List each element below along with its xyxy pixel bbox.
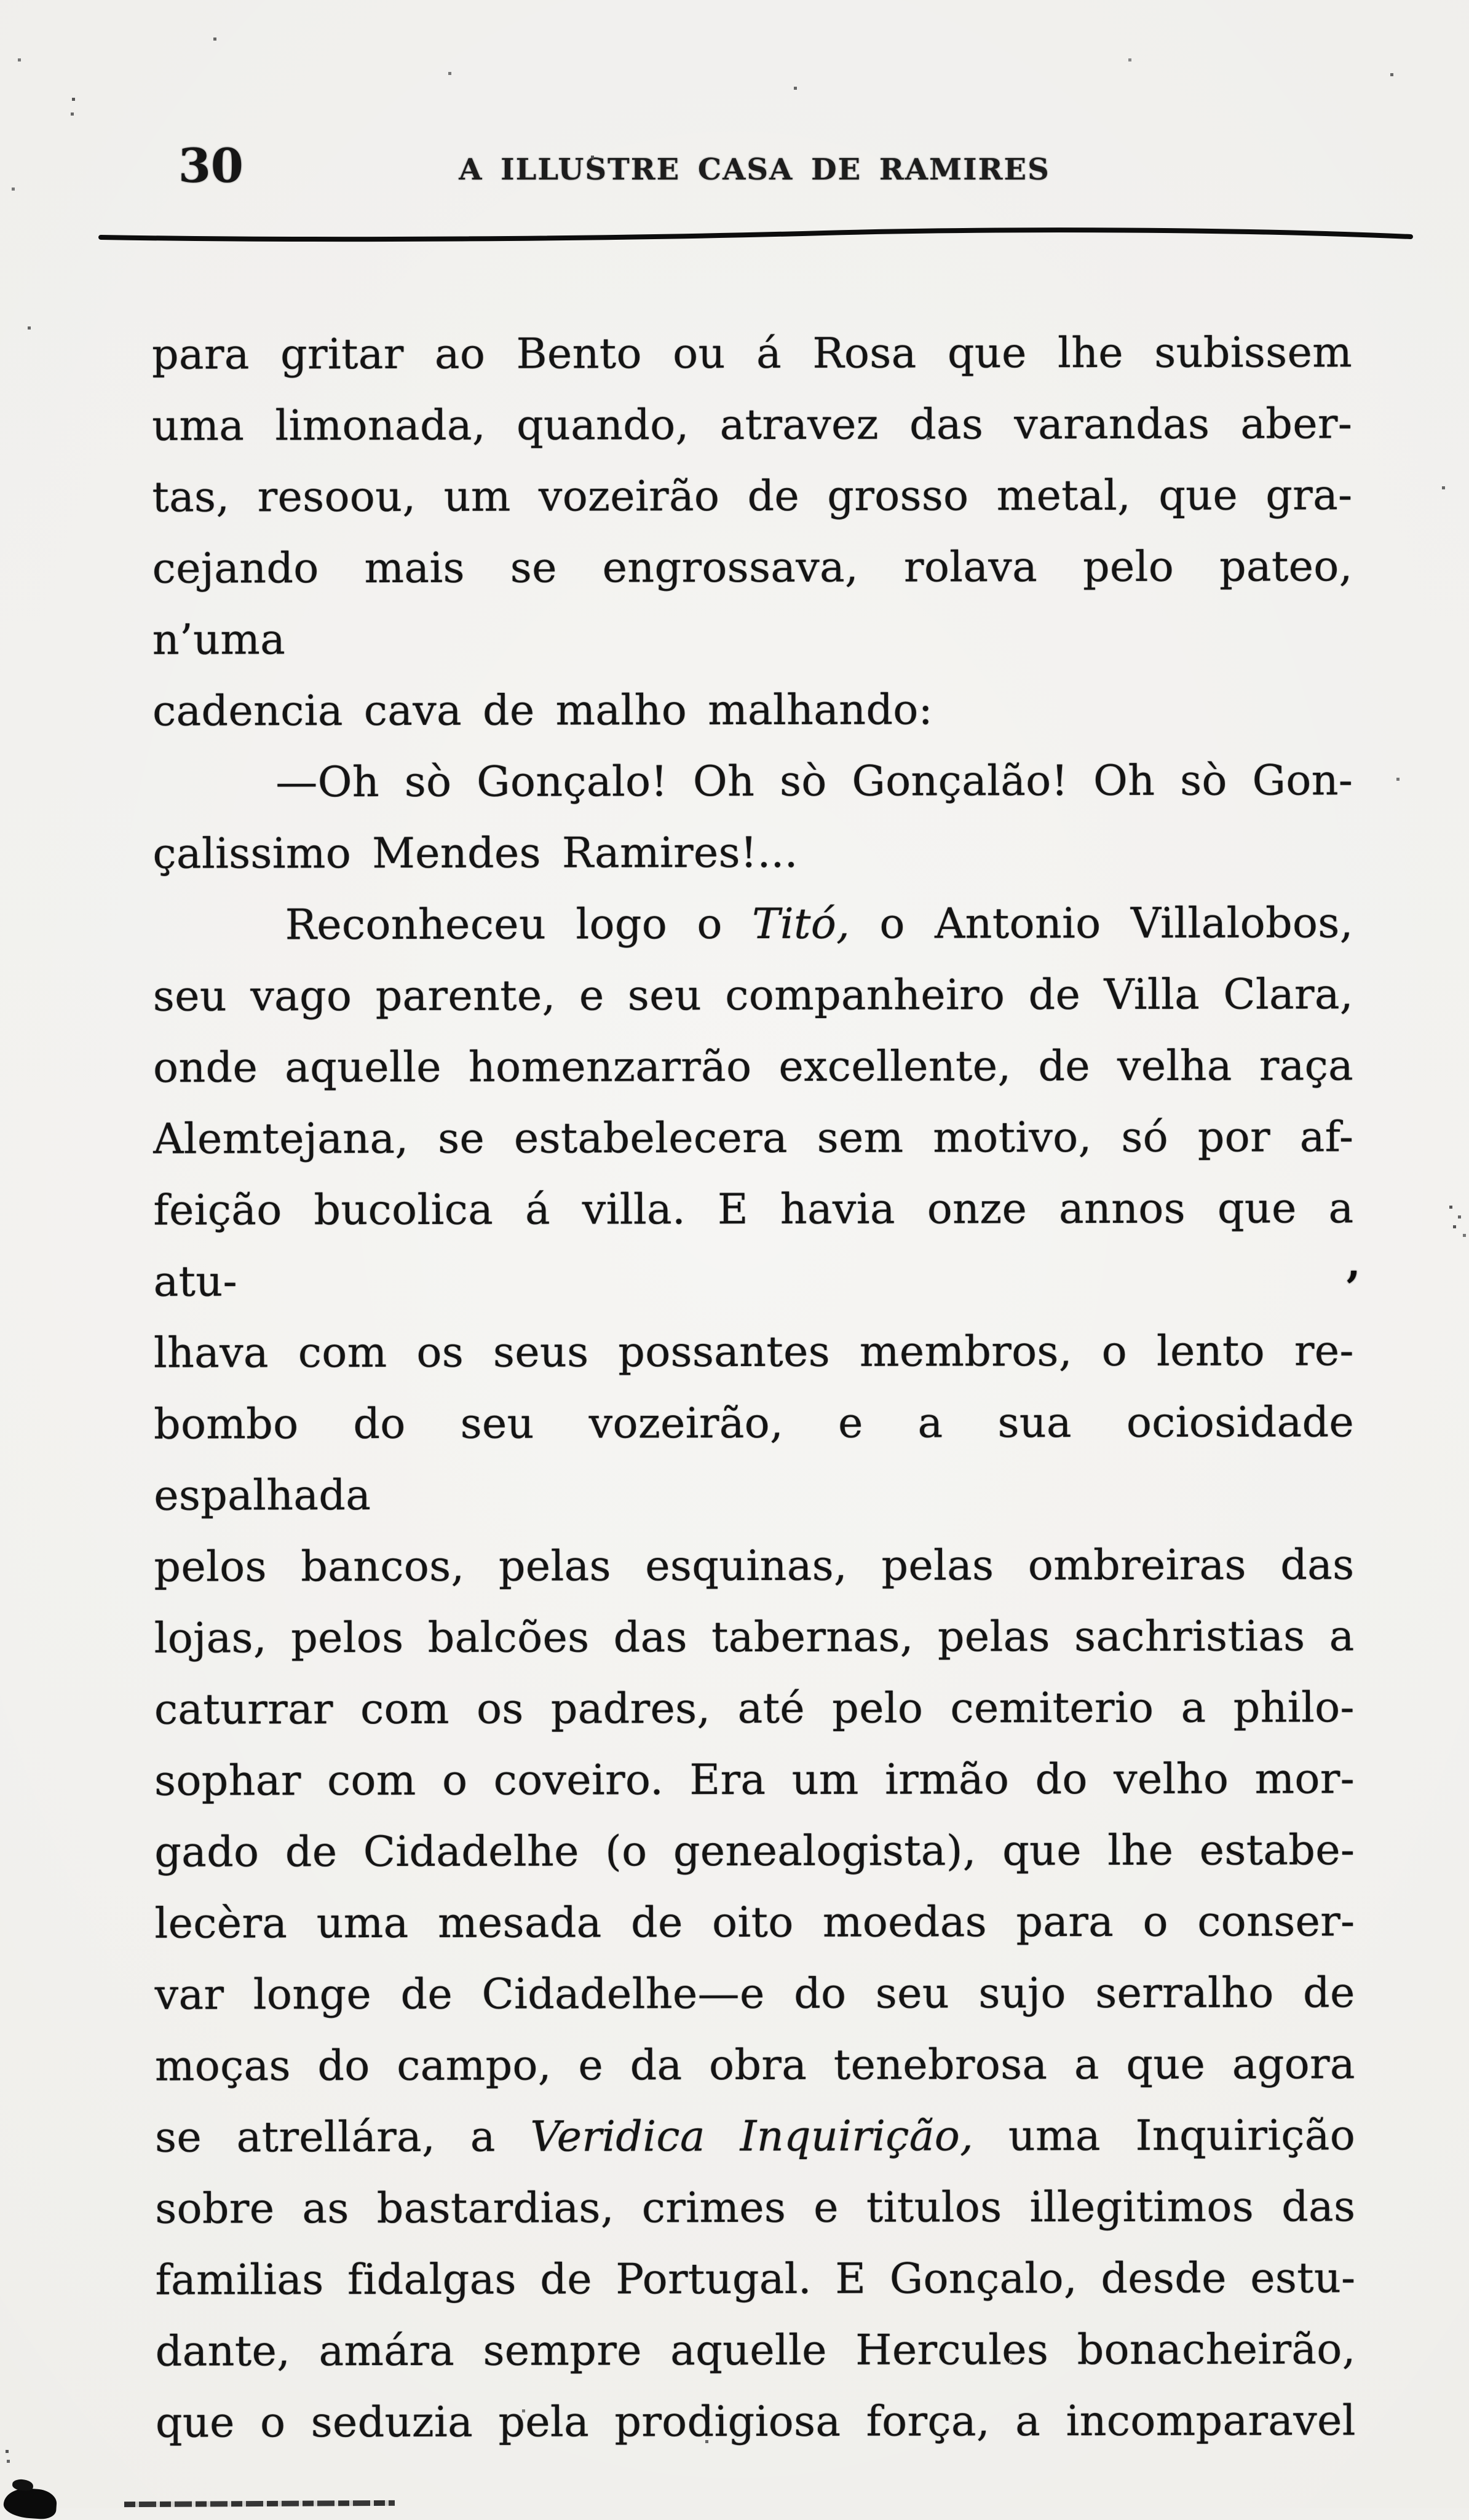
text-segment: çalissimo Mendes Ramires!... [152, 828, 798, 879]
text-segment: feição bucolica á villa. E havia onze annos que a atu- [153, 1184, 1354, 1306]
ink-blob-artifact [2, 2487, 57, 2520]
text-segment: cadencia cava de malho malhando: [152, 685, 933, 736]
text-segment: tas, resoou, um vozeirão de grosso metal, que gra- [152, 471, 1353, 522]
text-line [154, 1530, 1354, 1603]
text-line [153, 1173, 1353, 1317]
text-line [153, 1030, 1353, 1104]
text-segment: lojas, pelos balcões das tabernas, pelas sachristias a [154, 1612, 1355, 1663]
text-line [155, 2100, 1355, 2173]
text-segment: familias fidalgas de Portugal. E Gonçalo, desde estu- [155, 2254, 1356, 2305]
text-segment: para gritar ao Bento ou á Rosa que lhe subissem [151, 328, 1353, 379]
italic-text-segment: Titó, [752, 899, 850, 949]
text-line [152, 745, 1353, 818]
text-line [154, 1601, 1355, 1674]
text-segment: gado de Cidadelhe (o genealogista), que lhe estabe- [154, 1826, 1355, 1877]
text-segment: se atrellára, a [155, 2112, 531, 2162]
text-segment: sobre as bastardias, crimes e titulos illegitimos das [155, 2182, 1356, 2234]
text-segment: caturrar com os padres, até pelo cemiterio a philo- [154, 1683, 1355, 1734]
text-segment: sophar com o coveiro. Era um irmão do velho mor- [154, 1755, 1355, 1806]
text-segment: Reconheceu logo o [285, 900, 753, 950]
stray-ink-mark: , [1347, 1241, 1361, 1287]
text-line [152, 531, 1353, 676]
text-segment: pelos bancos, pelas esquinas, pelas ombreiras das [154, 1541, 1355, 1592]
text-line [155, 2029, 1355, 2102]
text-segment: —Oh sò Gonçalo! Oh sò Gonçalão! Oh sò Gon- [275, 756, 1353, 807]
text-segment: dante, amára sempre aquelle Hercules bonacheirão, [155, 2325, 1356, 2376]
text-line [154, 1387, 1354, 1531]
text-line [154, 1672, 1355, 1745]
text-line [154, 1886, 1355, 1959]
text-line [152, 816, 1353, 890]
text-segment: que o seduzia pela prodigiosa força, a incomparavel [155, 2396, 1356, 2447]
text-line [154, 1744, 1355, 1817]
italic-text-segment: Veridica Inquirição, [530, 2112, 974, 2162]
text-line [155, 1957, 1355, 2031]
text-line [154, 1815, 1355, 1888]
scan-streak-artifact [124, 2500, 395, 2507]
text-segment: lecèra uma mesada de oito moedas para o conser- [154, 1897, 1355, 1948]
text-segment: Alemtejana, se estabelecera sem motivo, só por af- [153, 1113, 1354, 1164]
paper-specks [0, 0, 2, 2]
body-text-block [152, 317, 1356, 2459]
text-line [153, 959, 1353, 1032]
page-number: 30 [178, 138, 244, 193]
text-line [153, 888, 1353, 961]
text-segment: lhava com os seus possantes membros, o lento re- [153, 1327, 1354, 1378]
text-line [153, 1102, 1353, 1175]
text-line [156, 2314, 1356, 2387]
text-line [152, 460, 1352, 533]
text-segment: uma limonada, quando, atravez das varandas aber- [152, 400, 1353, 451]
text-line [152, 389, 1352, 462]
text-segment: uma Inquirição [973, 2111, 1356, 2161]
text-segment: seu vago parente, e seu companheiro de Villa Clara, [152, 970, 1353, 1021]
text-line [156, 2385, 1356, 2459]
text-segment: moças do campo, e da obra tenebrosa a que agora [154, 2040, 1355, 2091]
text-line [155, 2171, 1355, 2245]
text-segment: var longe de Cidadelhe—e do seu sujo serralho de [154, 1969, 1355, 2020]
text-line [152, 317, 1352, 390]
text-segment: o Antonio Villalobos, [850, 899, 1353, 949]
text-line [152, 674, 1353, 747]
running-title: A ILLUSTRE CASA DE RAMIRES [459, 152, 1050, 187]
text-segment: onde aquelle homenzarrão excellente, de velha raça [153, 1041, 1354, 1092]
text-line [154, 1316, 1354, 1389]
text-segment: cejando mais se engrossava, rolava pelo pateo, n’uma [152, 542, 1353, 665]
text-line [155, 2243, 1355, 2316]
text-segment: bombo do seu vozeirão, e a sua ociosidade espalhada [154, 1398, 1355, 1520]
header-rule [98, 226, 1414, 245]
